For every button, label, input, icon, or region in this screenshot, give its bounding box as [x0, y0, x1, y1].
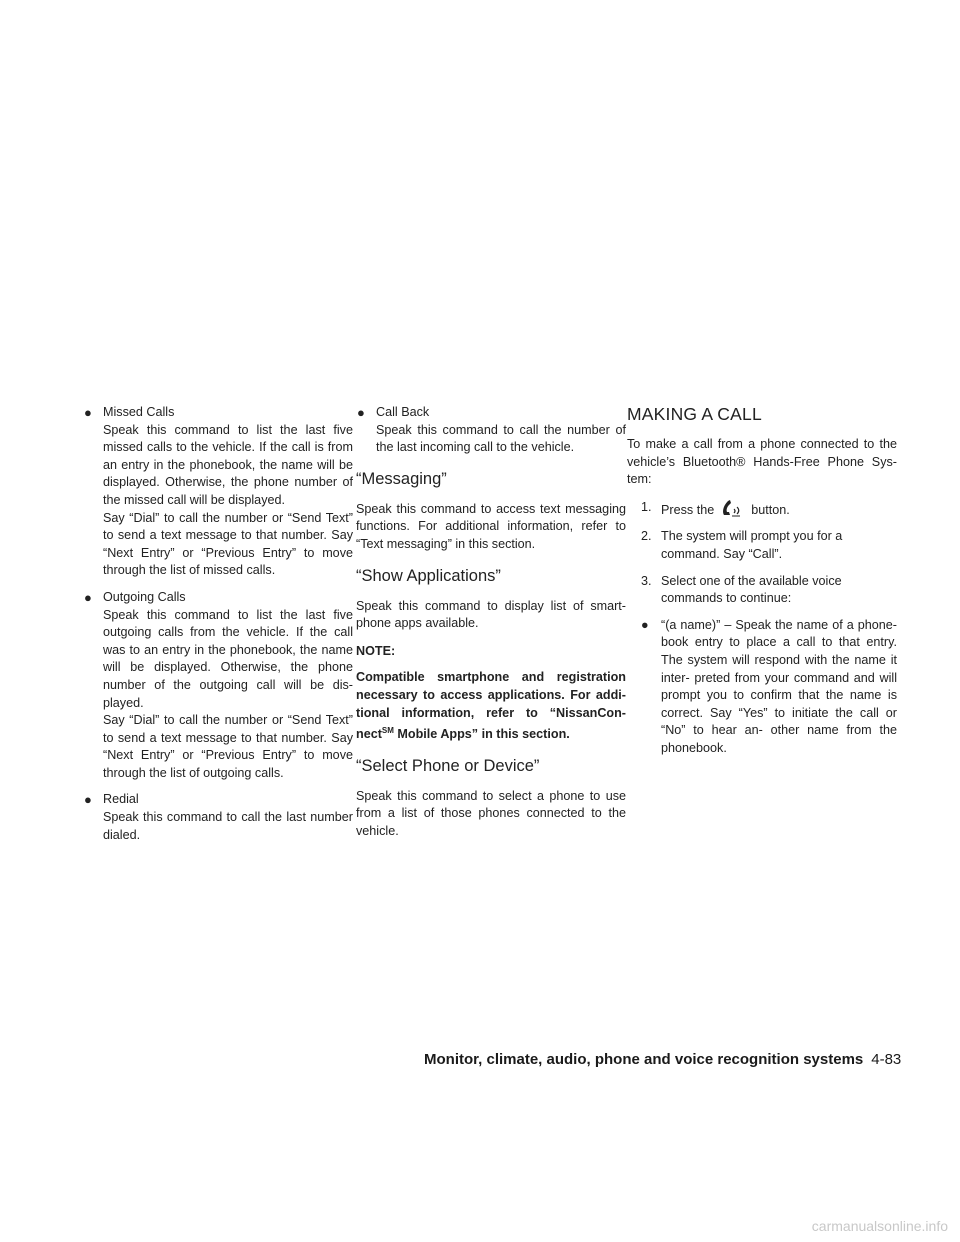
step-number: 3. [641, 573, 652, 588]
bullet-text: “(a name)” – Speak the name of a phone- book entry to place a call to that entry. The system will respond with the name it inter- preted from your command and will prompt you to confirm that the name is correct. Say “Yes” to initiate the call or “No” to hear an- other name from the phonebook. [661, 617, 897, 755]
step-number: 1. [641, 499, 652, 514]
footer-section-title: Monitor, climate, audio, phone and voice recognition systems [424, 1051, 864, 1068]
bullet-icon: ● [641, 617, 649, 632]
page-footer [424, 1051, 901, 1069]
page-number: 4-83 [871, 1051, 902, 1068]
item-body [103, 422, 353, 580]
bullet-icon: ● [84, 405, 92, 420]
note-label: NOTE: [356, 643, 396, 658]
step-1 [627, 499, 897, 520]
messaging-text: Speak this command to access text messaging functions. For additional information, refer to “Text messaging” in this section. [356, 501, 626, 551]
item-title: Outgoing Calls [103, 589, 186, 604]
note-text: Compatible smartphone and registration necessary to access applications. For addi- tional information, refer to “NissanCon- nect [356, 670, 626, 742]
step-text-end: button. [751, 502, 790, 517]
item-title: Call Back [376, 405, 430, 419]
watermark: carmanualsonline.info [811, 1218, 948, 1234]
step-2 [627, 528, 897, 563]
column-left [83, 404, 353, 853]
bullet-icon: ● [84, 792, 92, 808]
note-body [356, 669, 626, 743]
list-item-call-back [356, 404, 626, 457]
column-middle [356, 404, 626, 851]
select-phone-text: Speak this command to select a phone to use from a list of those phones connected to the vehicle. [356, 788, 626, 838]
section-heading-show-applications: “Show Applications” [356, 566, 501, 585]
item-title: Missed Calls [103, 405, 175, 419]
list-item-missed-calls [83, 404, 353, 580]
making-call-intro: To make a call from a phone connected to the vehicle’s Bluetooth® Hands-Free Phone Sys- tem: [627, 437, 897, 487]
list-item-outgoing-calls [83, 589, 353, 783]
step-text: Press the [661, 502, 715, 517]
section-heading-select-phone: “Select Phone or Device” [356, 756, 540, 775]
item-paragraph: Speak this command to call the number of the last incoming call to the vehicle. [376, 422, 626, 455]
column-right [627, 404, 897, 758]
bullet-icon: ● [357, 405, 365, 420]
item-paragraph: Speak this command to list the last five outgoing calls from the vehicle. If the call was to an entry in the phonebook, the name will be displayed. Otherwise, the phone number of the outgoing call will be dis- played. [103, 607, 353, 710]
item-paragraph: Speak this command to call the last number dialed. [103, 810, 353, 842]
item-title: Redial [103, 792, 139, 807]
section-heading-messaging: “Messaging” [356, 469, 447, 488]
item-paragraph: Say “Dial” to call the number or “Send Text” to send a text message to that number. Say “Next Entry” or “Previous Entry” to move through the list of outgoing calls. [103, 713, 353, 780]
item-paragraph: Speak this command to list the last five missed calls to the vehicle. If the call is from an entry in the phonebook, the name will be displayed. Otherwise, the phone number of the missed call will be displayed. [103, 422, 353, 507]
step-text: The system will prompt you for a command. Say “Call”. [661, 529, 843, 561]
item-body [376, 422, 626, 457]
note-text-end: Mobile Apps” in this section. [397, 727, 570, 742]
bullet-icon: ● [84, 589, 92, 605]
item-body [103, 809, 353, 844]
step-3 [627, 573, 897, 608]
phone-voice-icon [720, 499, 746, 517]
step-text: Select one of the available voice commands to continue: [661, 573, 842, 606]
show-applications-text: Speak this command to display list of smart- phone apps available. [356, 598, 626, 631]
list-item-a-name [627, 617, 897, 758]
item-body [103, 607, 353, 783]
list-item-redial [83, 791, 353, 844]
service-mark: SM [381, 726, 394, 736]
step-number: 2. [641, 529, 652, 544]
item-paragraph: Say “Dial” to call the number or “Send Text” to send a text message to that number. Say “Next Entry” or “Previous Entry” to move through the list of missed calls. [103, 510, 353, 578]
section-heading-making-a-call: MAKING A CALL [627, 404, 762, 424]
